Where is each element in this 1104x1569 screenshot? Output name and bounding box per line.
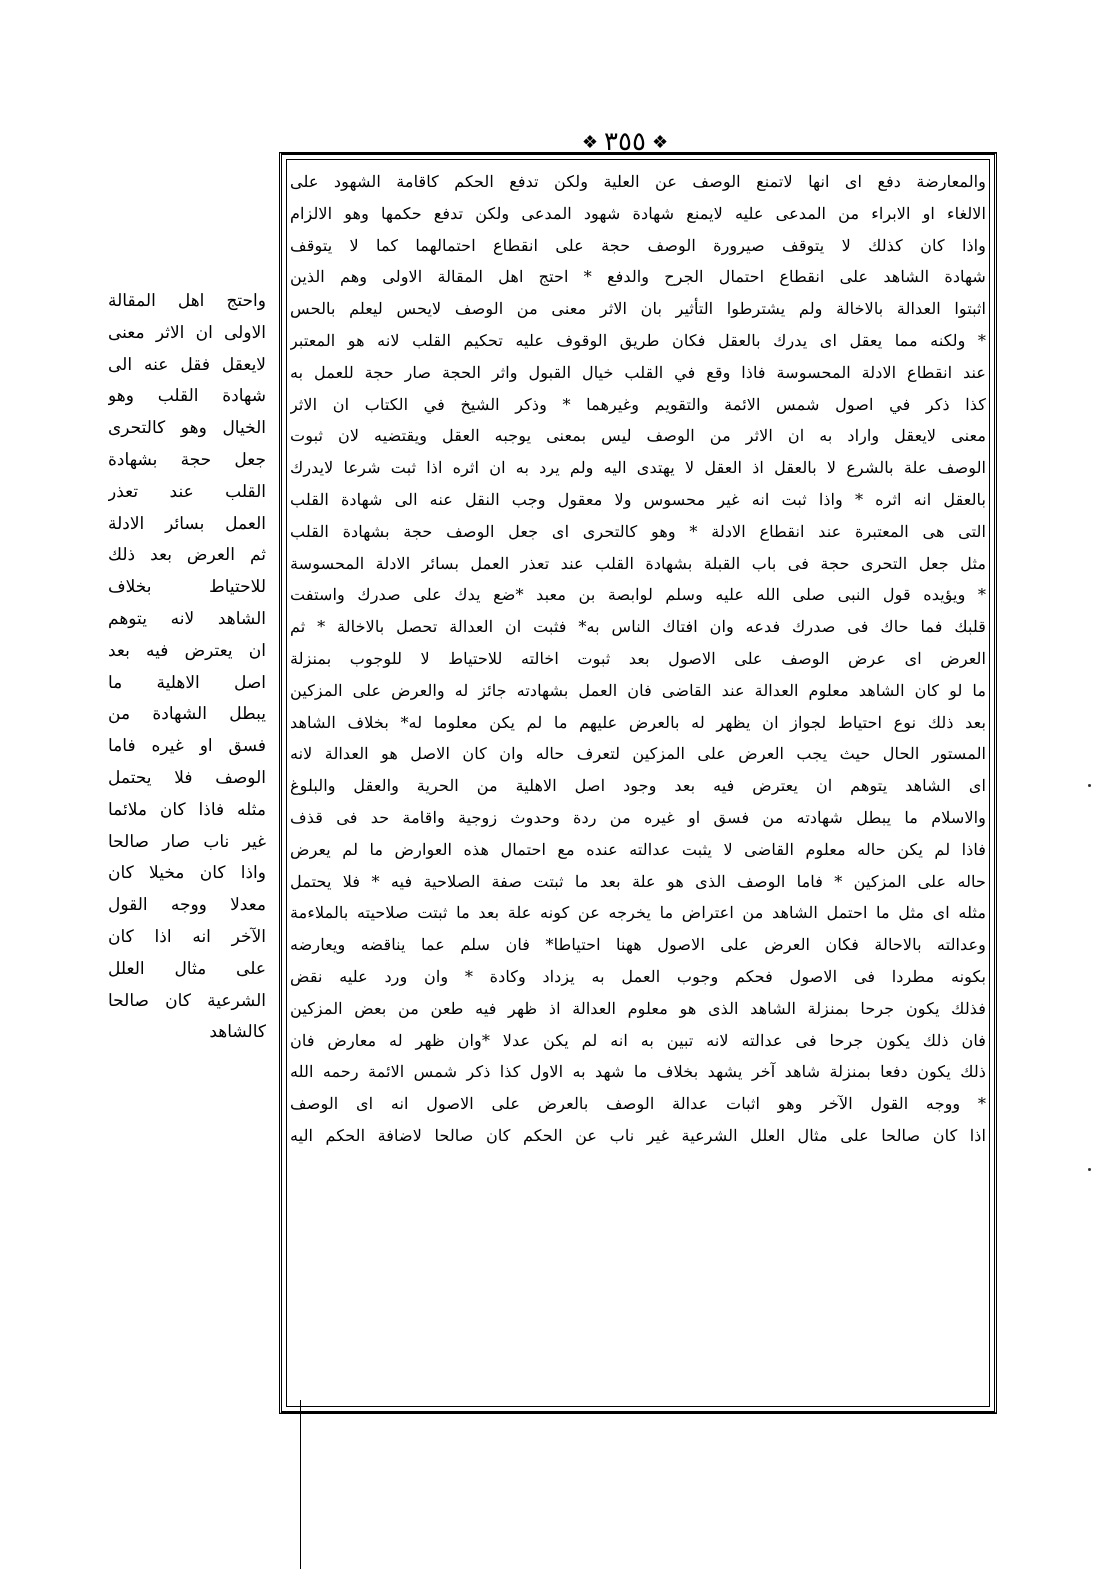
- margin-line: العمل بسائر الادلة: [108, 513, 266, 534]
- main-line: اى الشاهد يتوهم ان يعترض فيه بعد وجود اصل الاهلية من الحرية والعقل والبلوغ: [290, 776, 986, 796]
- margin-line: الخيال وهو كالتحرى: [108, 418, 266, 439]
- margin-line: فسق او غيره فاما: [108, 736, 266, 757]
- margin-line: ان يعترض فيه بعد: [108, 640, 266, 661]
- main-line: بكونه مطردا فى الاصول فحكم وجوب العمل به يزداد وكادة * وان ورد عليه نقض: [290, 966, 986, 986]
- main-line: بعد ذلك نوع احتياط لجواز ان يظهر له بالعرض عليهم ما لم يكن معلوما له* بخلاف الشاهد: [290, 712, 986, 732]
- main-line: عند انقطاع الادلة المحسوسة فاذا وقع في القلب خيال القبول واثر الحجة صار حجة للعمل به: [290, 362, 986, 382]
- main-line: حاله على المزكين * فاما الوصف الذى هو علة بعد ما ثبتت صفة الصلاحية فيه * فلا يحتمل: [290, 871, 986, 891]
- main-line: العرض اى عرض الوصف على الاصول بعد ثبوت اخالته للاحتياط لا للوجوب بمنزلة: [290, 648, 986, 668]
- main-line: التى هى المعتبرة عند انقطاع الادلة * وهو كالتحرى اى جعل الوصف حجة بشهادة القلب: [290, 521, 986, 541]
- main-line: فذلك يكون جرحا بمنزلة الشاهد الذى هو معلوم العدالة اذ ظهر فيه طعن من بعض المزكين: [290, 998, 986, 1018]
- margin-line: الاولى ان الاثر معنى: [108, 322, 266, 343]
- margin-line: الشرعية كان صالحا: [108, 990, 266, 1011]
- main-line: * ووجه القول الآخر وهو اثبات عدالة الوصف بالعرض على الاصول انه اى الوصف: [290, 1094, 986, 1114]
- main-line: ما لو كان الشاهد معلوم العدالة عند القاضى فان العمل بشهادته جائز له والعرض على المزكين: [290, 680, 986, 700]
- page-number-text: ٣٥٥: [604, 127, 646, 157]
- main-line: الالغاء او الابراء من المدعى عليه لايمنع شهادة شهود المدعى ولكن تدفع حكمها وهو الالزام: [290, 203, 986, 223]
- margin-line: للاحتياط بخلاف: [108, 577, 266, 598]
- main-line: والمعارضة دفع اى انها لاتمنع الوصف عن العلية ولكن تدفع الحكم كاقامة الشهود على: [290, 172, 986, 191]
- gutter-line: [300, 1400, 301, 1569]
- main-line: شهادة الشاهد على انقطاع احتمال الجرح والدفع * احتج اهل المقالة الاولى وهم الذين: [290, 267, 986, 287]
- main-line: واذا كان كذلك لا يتوقف صيرورة الوصف حجة على انقطاع احتمالهما كما لا يتوقف: [290, 235, 986, 255]
- main-line: اثبتوا العدالة بالاخالة ولم يشترطوا التأثير بان الاثر معنى من الوصف لايحس ليعلم بالحس: [290, 299, 986, 319]
- margin-line: لايعقل فقل عنه الى: [108, 354, 266, 375]
- margin-line: الآخر انه اذا كان: [108, 926, 266, 947]
- margin-line: كالشاهد: [209, 1022, 266, 1043]
- main-line: فان ذلك يكون جرحا فى عدالته لانه تبين به انه لم يكن عدلا *وان ظهر له معارض فان: [290, 1030, 986, 1050]
- margin-line: غير ناب صار صالحا: [108, 831, 266, 852]
- margin-line: يبطل الشهادة من: [108, 704, 266, 725]
- main-line: فاذا لم يكن حاله معلوم القاضى لا يثبت عدالته عنده مع احتمال هذه العوارض ما لم يعرض: [290, 839, 986, 859]
- margin-line: الشاهد لانه يتوهم: [108, 608, 266, 629]
- main-line: ذلك يكون دفعا بمنزلة شاهد آخر يشهد بخلاف ما شهد به الاول كذا ذكر شمس الائمة رحمه الله: [290, 1062, 986, 1082]
- main-line: وعدالته بالاحالة فكان العرض على الاصول ههنا احتياطا* فان سلم عما يناقضه ويعارضه: [290, 935, 986, 955]
- margin-line: على مثال العلل: [108, 958, 266, 979]
- main-line: والاسلام ما يبطل شهادته من فسق او غيره من ردة وحدوث زوجية واقامة حد فى قذف: [290, 807, 986, 827]
- margin-line: معدلا ووجه القول: [108, 895, 266, 916]
- main-line: * ولكنه مما يعقل اى يدرك بالعقل فكان طريق الوقوف عليه تحكيم القلب لانه هو المعتبر: [290, 330, 986, 350]
- margin-line: اصل الاهلية ما: [108, 672, 266, 693]
- edge-mark: [1088, 784, 1091, 787]
- margin-line: ثم العرض بعد ذلك: [108, 545, 266, 566]
- main-line: الوصف علة بالشرع لا بالعقل اذ العقل لا يهتدى اليه ولم يرد به ان اثره اذا ثبت شرعا لايدرك: [290, 458, 986, 478]
- edge-mark: [1088, 1168, 1091, 1171]
- main-line: معنى لايعقل واراد به ان الاثر من الوصف ليس بمعنى يوجبه العقل ويقتضيه لان ثبوت: [290, 426, 986, 446]
- margin-line: الوصف فلا يحتمل: [108, 767, 266, 788]
- margin-line: واحتج اهل المقالة: [108, 291, 266, 311]
- ornament-left-icon: ❖: [651, 131, 669, 153]
- main-line: قلبك فما حاك فى صدرك فدعه وان افتاك الناس به* فثبت ان العدالة تحصل بالاخالة * ثم: [290, 617, 986, 637]
- main-text-block: [290, 166, 986, 1402]
- margin-line: مثله فاذا كان ملائما: [108, 799, 266, 820]
- main-line: كذا ذكر في اصول شمس الائمة والتقويم وغيرهما * وذكر الشيخ في الكتاب ان الاثر: [290, 394, 986, 414]
- margin-line: شهادة القلب وهو: [108, 386, 266, 407]
- main-line: المستور الحال حيث يجب العرض على المزكين لتعرف حاله وان كان الاصل هو العدالة لانه: [290, 744, 986, 764]
- main-line: مثله اى مثل ما احتمل الشاهد من اعتراض ما يخرجه عن كونه علة بعد ما ثبتت صلاحيته بالملاءمة: [290, 903, 986, 923]
- main-line: اذا كان صالحا على مثال العلل الشرعية غير ناب عن الحكم كان صالحا لاضافة الحكم اليه: [290, 1125, 986, 1145]
- margin-line: القلب عند تعذر: [108, 481, 266, 502]
- main-line: * ويؤيده قول النبى صلى الله عليه وسلم لوابصة بن معبد *ضع يدك على صدرك واستفت: [290, 585, 986, 605]
- main-line: بالعقل انه اثره * واذا ثبت انه غير محسوس ولا معقول وجب النقل عنه الى شهادة القلب: [290, 489, 986, 509]
- margin-commentary: [108, 286, 266, 1226]
- margin-line: واذا كان مخيلا كان: [108, 863, 266, 884]
- margin-line: جعل حجة بشهادة: [108, 449, 266, 470]
- ornament-right-icon: ❖: [581, 131, 599, 153]
- main-line: مثل جعل التحرى حجة فى باب القبلة بشهادة القلب عند تعذر العمل بسائر الادلة المحسوسة: [290, 553, 986, 573]
